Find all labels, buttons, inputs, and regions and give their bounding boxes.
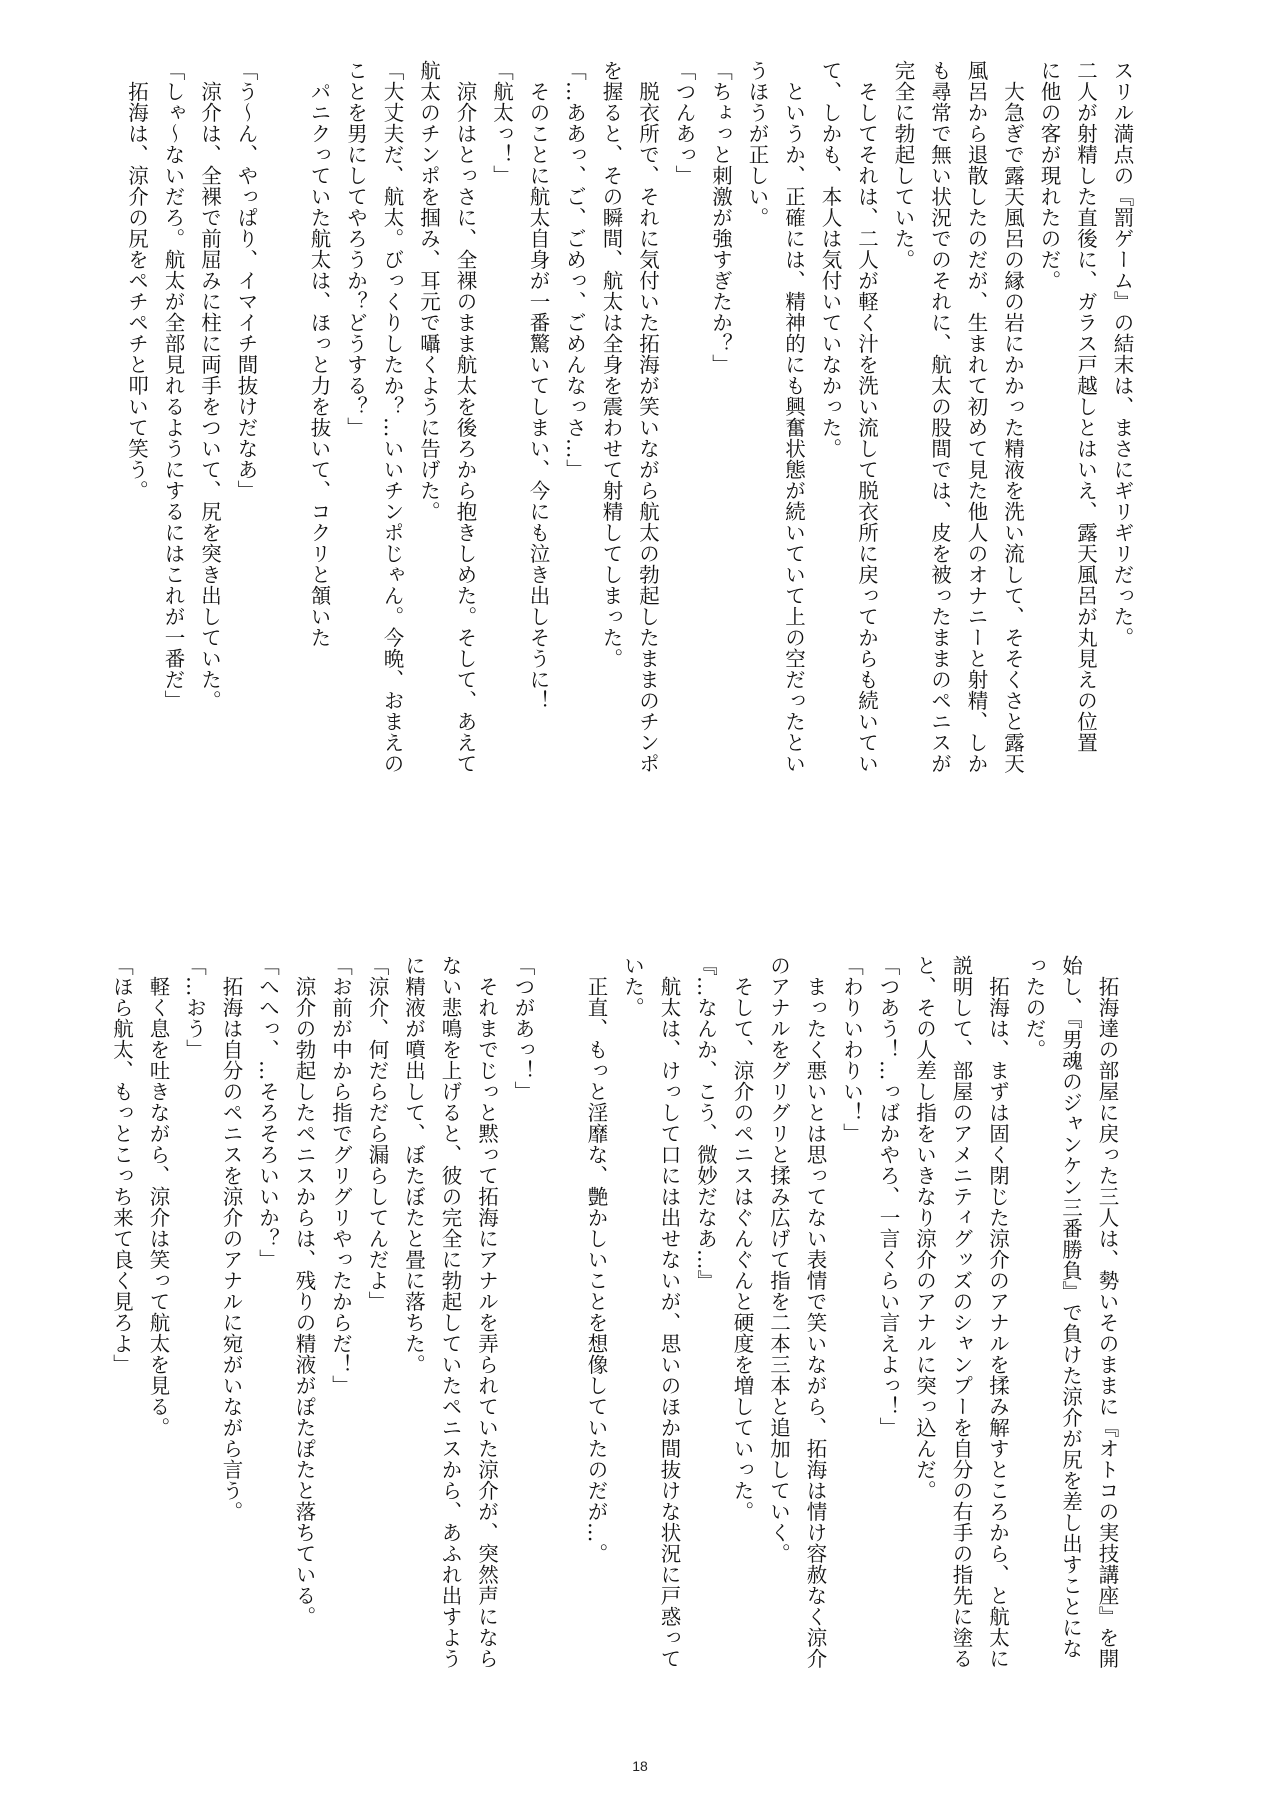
text-line: 脱衣所で、それに気付いた拓海が笑いながら航太の勃起したままのチンポ bbox=[635, 60, 660, 774]
text-line: 「つがあっ！」 bbox=[511, 955, 535, 1102]
text-line: そのことに航太自身が一番驚いてしまい、今にも泣き出しそうに！ bbox=[526, 60, 550, 711]
text-line: に精液が噴出して、ぼたぼたと畳に落ちた。 bbox=[401, 955, 426, 1375]
text-line: を握ると、その瞬間、航太は全身を震わせて射精してしまった。 bbox=[599, 60, 623, 669]
text-line: 「…おう」 bbox=[182, 955, 207, 1060]
text-line: 二人が射精した直後に、ガラス戸越しとはいえ、露天風呂が丸見えの位置 bbox=[1073, 60, 1098, 753]
text-line: そして、涼介のペニスはぐんぐんと硬度を増していった。 bbox=[730, 955, 754, 1522]
text-line: 航太のチンポを掴み、耳元で囁くように告げた。 bbox=[416, 60, 441, 522]
text-line: 始し、『男魂のジャンケン三番勝負』で負けた涼介が尻を差し出すことにな bbox=[1058, 955, 1083, 1659]
text-line: 拓海は、まずは固く閉じた涼介のアナルを揉み解すところから、と航太に bbox=[985, 955, 1010, 1669]
bottom-text-block bbox=[109, 955, 1125, 1715]
text-line: 涼介は、全裸で前屈みに柱に両手をついて、尻を突き出していた。 bbox=[197, 60, 222, 711]
text-line: それまでじっと黙って拓海にアナルを弄られていた涼介が、突然声になら bbox=[474, 955, 499, 1669]
text-line: て、しかも、本人は気付いていなかった。 bbox=[818, 60, 842, 459]
text-line: ことを男にしてやろうか？どうする？」 bbox=[343, 60, 368, 438]
text-line: 「大丈夫だ、航太。びっくりしたか？…いいチンポじゃん。今晩、おまえの bbox=[380, 60, 404, 774]
text-line: 説明して、部屋のアメニティグッズのシャンプーを自分の右手の指先に塗る bbox=[949, 955, 973, 1669]
text-line bbox=[264, 60, 301, 820]
text-line: 「つんあっ」 bbox=[672, 60, 696, 186]
text-line: 「航太っ！」 bbox=[489, 60, 514, 186]
text-line: そしてそれは、二人が軽く汁を洗い流して脱衣所に戻ってからも続いてい bbox=[854, 60, 879, 774]
text-line: 風呂から退散したのだが、生まれて初めて見た他人のオナニーと射精、しか bbox=[964, 60, 988, 774]
text-line: と、その人差し指をいきなり涼介のアナルに突っ込んだ。 bbox=[912, 955, 937, 1501]
text-line: 「ちょっと刺激が強すぎたか？」 bbox=[708, 60, 733, 375]
text-line: 完全に勃起していた。 bbox=[891, 60, 915, 270]
text-line: 大急ぎで露天風呂の縁の岩にかかった精液を洗い流して、そそくさと露天 bbox=[1000, 60, 1025, 774]
text-line: パニクっていた航太は、ほっと力を抜いて、コクリと頷いた bbox=[307, 60, 331, 648]
text-line: 「涼介、何だらだら漏らしてんだよ」 bbox=[365, 955, 389, 1312]
text-line: 涼介はとっさに、全裸のまま航太を後ろから抱きしめた。そして、あえて bbox=[453, 60, 477, 774]
text-line: 「へへっ、…そろそろいいか？」 bbox=[255, 955, 280, 1270]
text-line: 『…なんか、こう、微妙だなあ…』 bbox=[693, 955, 718, 1291]
text-line: 拓海は、涼介の尻をペチペチと叩いて笑う。 bbox=[124, 60, 149, 501]
text-line: 拓海は自分のペニスを涼介のアナルに宛がいながら言う。 bbox=[219, 955, 243, 1522]
text-line: いた。 bbox=[620, 955, 645, 1018]
top-text-block bbox=[124, 60, 1140, 820]
text-line: まったく悪いとは思ってない表情で笑いながら、拓海は情け容赦なく涼介 bbox=[803, 955, 827, 1669]
text-line: 「お前が中から指でグリグリやったからだ！」 bbox=[328, 955, 353, 1396]
text-line: 軽く息を吐きながら、涼介は笑って航太を見る。 bbox=[146, 955, 170, 1438]
text-line: 航太は、けっして口には出せないが、思いのほか間抜けな状況に戸惑って bbox=[657, 955, 681, 1669]
text-line: も尋常で無い状況でのそれに、航太の股間では、皮を被ったままのペニスが bbox=[927, 60, 952, 774]
text-line: 「う～ん、やっぱり、イマイチ間抜けだなあ」 bbox=[234, 60, 258, 501]
text-line: に他の客が現れたのだ。 bbox=[1037, 60, 1061, 291]
text-line: 涼介の勃起したペニスからは、残りの精液がぽたぽたと落ちている。 bbox=[292, 955, 316, 1627]
text-line: というか、正確には、精神的にも興奮状態が続いていて上の空だったとい bbox=[781, 60, 806, 774]
text-line: のアナルをグリグリと揉み広げて指を二本三本と追加していく。 bbox=[766, 955, 791, 1564]
text-line: 正直、もっと淫靡な、艶かしいことを想像していたのだが…。 bbox=[584, 955, 608, 1564]
text-line bbox=[541, 955, 578, 1715]
text-line: 「…ああっ、ご、ごめっ、ごめんなっさ…」 bbox=[562, 60, 587, 480]
text-line: 「つあう！…っばかやろ、一言くらい言えよっ！」 bbox=[876, 955, 900, 1438]
text-line: 「わりいわりい！」 bbox=[839, 955, 864, 1144]
text-line: ない悲鳴を上げると、彼の完全に勃起していたペニスから、あふれ出すよう bbox=[438, 955, 462, 1669]
text-line: スリル満点の『罰ゲーム』の結末は、まさにギリギリだった。 bbox=[1110, 60, 1134, 648]
text-line: うほうが正しい。 bbox=[745, 60, 769, 228]
text-line: ったのだ。 bbox=[1022, 955, 1046, 1060]
page-number: 18 bbox=[632, 1758, 648, 1774]
text-line: 「しゃ～ないだろ。航太が全部見れるようにするにはこれが一番だ」 bbox=[161, 60, 185, 711]
text-line: 拓海達の部屋に戻った三人は、勢いそのままに『オトコの実技講座』を開 bbox=[1095, 955, 1119, 1669]
text-line: 「ほら航太、もっとこっち来て良く見ろよ」 bbox=[109, 955, 134, 1375]
